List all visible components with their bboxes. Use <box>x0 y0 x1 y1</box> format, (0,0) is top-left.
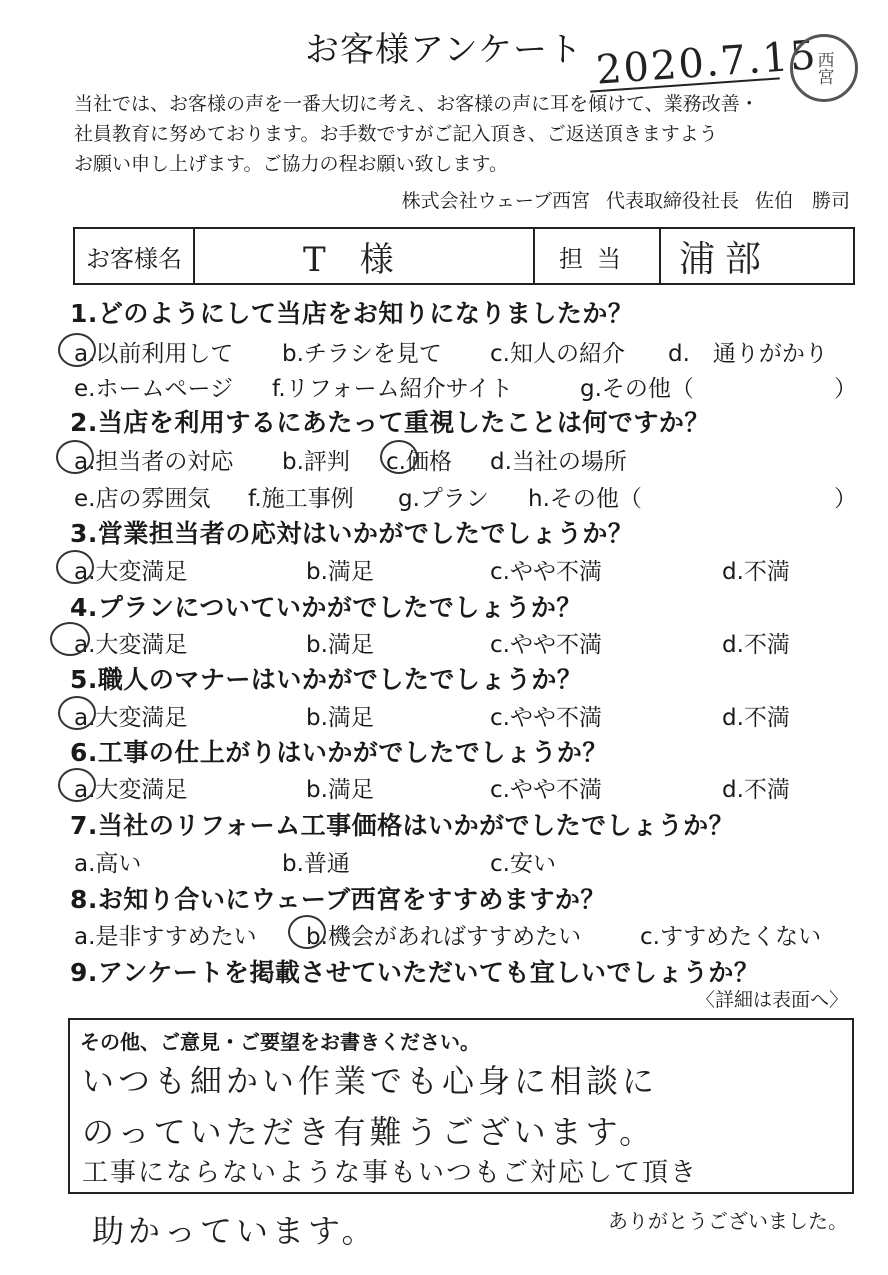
q4-option-d[interactable]: d.不満 <box>722 632 790 658</box>
intro-line-3: お願い申し上げます。ご協力の程お願い致します。 <box>74 153 508 175</box>
q2-option-d[interactable]: d.当社の場所 <box>490 449 627 475</box>
company-name: 株式会社ウェーブ西宮 <box>401 190 590 212</box>
question-9: 9.アンケートを掲載させていただいても宜しいでしょうか？ <box>70 958 760 987</box>
detail-note: 〈詳細は表面へ〉 <box>695 989 848 1011</box>
answer-circle-q1 <box>58 333 96 367</box>
intro-line-2: 社員教育に努めております。お手数ですがご記入頂き、ご返送頂きますよう <box>74 123 718 145</box>
q6-option-c[interactable]: c.やや不満 <box>490 777 602 803</box>
question-6: 6.工事の仕上がりはいかがでしたでしょうか？ <box>70 738 608 767</box>
handwritten-date: 2020.7.15 <box>594 32 819 94</box>
staff-label: 担当 <box>535 229 661 283</box>
q3-option-b[interactable]: b.満足 <box>306 559 374 585</box>
q2-option-f[interactable]: f.施工事例 <box>248 486 354 512</box>
q1-option-d[interactable]: d. 通りがかり <box>668 341 828 367</box>
q2-option-b[interactable]: b.評判 <box>282 449 350 475</box>
q3-option-d[interactable]: d.不満 <box>722 559 790 585</box>
answer-circle-q2-a <box>56 440 94 474</box>
q3-option-c[interactable]: c.やや不満 <box>490 559 602 585</box>
q2-option-g[interactable]: g.プラン <box>398 486 489 512</box>
q1-option-a[interactable]: a.以前利用して <box>74 341 234 367</box>
q2-option-h[interactable]: h.その他（ <box>528 486 642 512</box>
q5-option-c[interactable]: c.やや不満 <box>490 705 602 731</box>
answer-circle-q4 <box>50 622 90 656</box>
comment-line-4: 助かっています。 <box>92 1212 378 1250</box>
company-stamp <box>790 34 858 102</box>
q2-option-c[interactable]: c.価格 <box>386 449 452 475</box>
staff-name-field[interactable] <box>661 229 853 283</box>
q7-option-c[interactable]: c.安い <box>490 851 556 877</box>
q3-option-a[interactable]: a.大変満足 <box>74 559 188 585</box>
q1-option-c[interactable]: c.知人の紹介 <box>490 341 625 367</box>
q5-option-a[interactable]: a.大変満足 <box>74 705 188 731</box>
company-line <box>386 186 850 213</box>
q5-option-b[interactable]: b.満足 <box>306 705 374 731</box>
q8-option-c[interactable]: c.すすめたくない <box>640 924 822 950</box>
page-title: お客様アンケート <box>305 30 583 70</box>
customer-name-value: T 様 <box>303 239 394 280</box>
q8-option-b[interactable]: b.機会があればすすめたい <box>306 924 582 950</box>
q1-option-g[interactable]: g.その他（ <box>580 376 694 402</box>
comment-line-1: いつも細かい作業でも心身に相談に <box>82 1062 659 1100</box>
customer-label: お客様名 <box>75 229 195 283</box>
answer-circle-q6 <box>58 768 96 802</box>
question-2: 2.当店を利用するにあたって重視したことは何ですか？ <box>70 408 710 437</box>
question-5: 5.職人のマナーはいかがでしたでしょうか？ <box>70 665 583 694</box>
question-4: 4.プランについていかがでしたでしょうか？ <box>70 593 582 622</box>
question-8: 8.お知り合いにウェーブ西宮をすすめますか？ <box>70 885 606 914</box>
q6-option-d[interactable]: d.不満 <box>722 777 790 803</box>
q4-option-c[interactable]: c.やや不満 <box>490 632 602 658</box>
q2-option-a[interactable]: a.担当者の対応 <box>74 449 234 475</box>
q2-option-h-close: ） <box>834 486 857 512</box>
answer-circle-q3 <box>56 550 94 584</box>
question-3: 3.営業担当者の応対はいかがでしたでしょうか？ <box>70 519 634 548</box>
q1-option-e[interactable]: e.ホームページ <box>74 376 234 402</box>
comment-line-3: 工事にならないような事もいつもご対応して頂き <box>82 1158 699 1188</box>
stamp-text: 西宮 <box>813 51 834 85</box>
comment-label: その他、ご意見・ご要望をお書きください。 <box>80 1030 480 1054</box>
answer-circle-q8 <box>288 915 326 949</box>
company-person: 佐伯 勝司 <box>754 190 850 212</box>
staff-name-value: 浦部 <box>679 238 772 280</box>
q1-option-f[interactable]: f.リフォーム紹介サイト <box>272 376 513 402</box>
company-role: 代表取締役社長 <box>605 190 739 212</box>
question-1: 1.どのようにして当店をお知りになりましたか？ <box>70 299 634 328</box>
q4-option-b[interactable]: b.満足 <box>306 632 374 658</box>
customer-name-field[interactable] <box>195 229 535 283</box>
customer-info-box <box>73 227 855 285</box>
intro-line-1: 当社では、お客様の声を一番大切に考え、お客様の声に耳を傾けて、業務改善・ <box>74 93 759 115</box>
answer-circle-q2-c <box>380 440 418 474</box>
q5-option-d[interactable]: d.不満 <box>722 705 790 731</box>
comment-line-2: のっていただき有難うございます。 <box>82 1113 656 1151</box>
q2-option-e[interactable]: e.店の雰囲気 <box>74 486 211 512</box>
q6-option-a[interactable]: a.大変満足 <box>74 777 188 803</box>
q7-option-a[interactable]: a.高い <box>74 851 142 877</box>
q7-option-b[interactable]: b.普通 <box>282 851 350 877</box>
thanks-text: ありがとうございました。 <box>608 1209 848 1233</box>
q4-option-a[interactable]: a.大変満足 <box>74 632 188 658</box>
answer-circle-q5 <box>58 696 96 730</box>
question-7: 7.当社のリフォーム工事価格はいかがでしたでしょうか？ <box>70 811 735 840</box>
q1-option-g-close: ） <box>834 376 857 402</box>
q6-option-b[interactable]: b.満足 <box>306 777 374 803</box>
q1-option-b[interactable]: b.チラシを見て <box>282 341 442 367</box>
q8-option-a[interactable]: a.是非すすめたい <box>74 924 257 950</box>
